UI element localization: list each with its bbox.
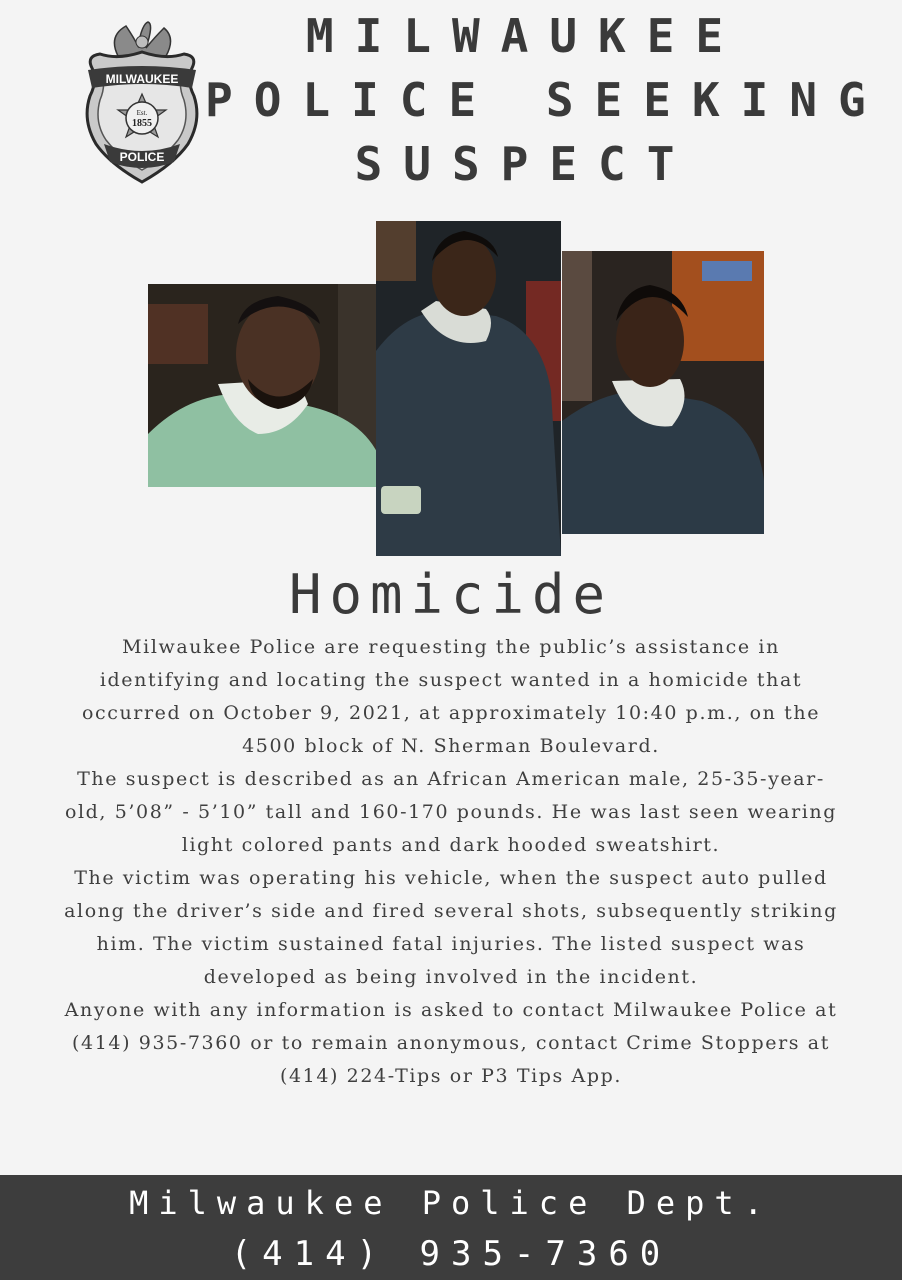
title-line-2: POLICE SEEKING <box>205 73 887 127</box>
suspect-photo-1 <box>148 284 378 487</box>
poster-title <box>205 4 887 196</box>
footer-bar <box>0 1175 902 1280</box>
milwaukee-police-badge-logo <box>78 16 206 188</box>
paragraph-suspect-description: The suspect is described as an African American male, 25-35-year-old, 5’08” - 5’10” tall and 160-170 pounds. He was last seen wearing light colored pants and dark hooded sweatshirt. <box>64 768 838 856</box>
body-text <box>60 631 842 1093</box>
title-line-3: SUSPECT <box>354 137 696 191</box>
badge-bottom-text: POLICE <box>119 150 165 164</box>
footer-department: Milwaukee Police Dept. <box>129 1184 773 1222</box>
suspect-photo-2 <box>376 221 561 556</box>
suspect-photo-3 <box>562 251 764 534</box>
badge-top-text: MILWAUKEE <box>105 72 179 86</box>
footer-phone: (414) 935-7360 <box>230 1234 672 1274</box>
badge-est-text: Est. <box>136 109 148 117</box>
headline: Homicide <box>288 563 614 626</box>
paragraph-contact: Anyone with any information is asked to contact Milwaukee Police at (414) 935-7360 or to remain anonymous, contact Crime Stoppers at (414) 224-Tips or P3 Tips App. <box>64 999 838 1087</box>
paragraph-incident: The victim was operating his vehicle, when the suspect auto pulled along the driver’s side and fired several shots, subsequently striking him. The victim sustained fatal injuries. The listed suspect was developed as being involved in the incident. <box>64 867 838 988</box>
title-line-1: MILWAUKEE <box>305 9 745 63</box>
paragraph-request: Milwaukee Police are requesting the public’s assistance in identifying and locating the suspect wanted in a homicide that occurred on October 9, 2021, at approximately 10:40 p.m., on the 4500 block of N. Sherman Boulevard. <box>81 636 821 757</box>
badge-year-text: 1855 <box>132 118 152 129</box>
